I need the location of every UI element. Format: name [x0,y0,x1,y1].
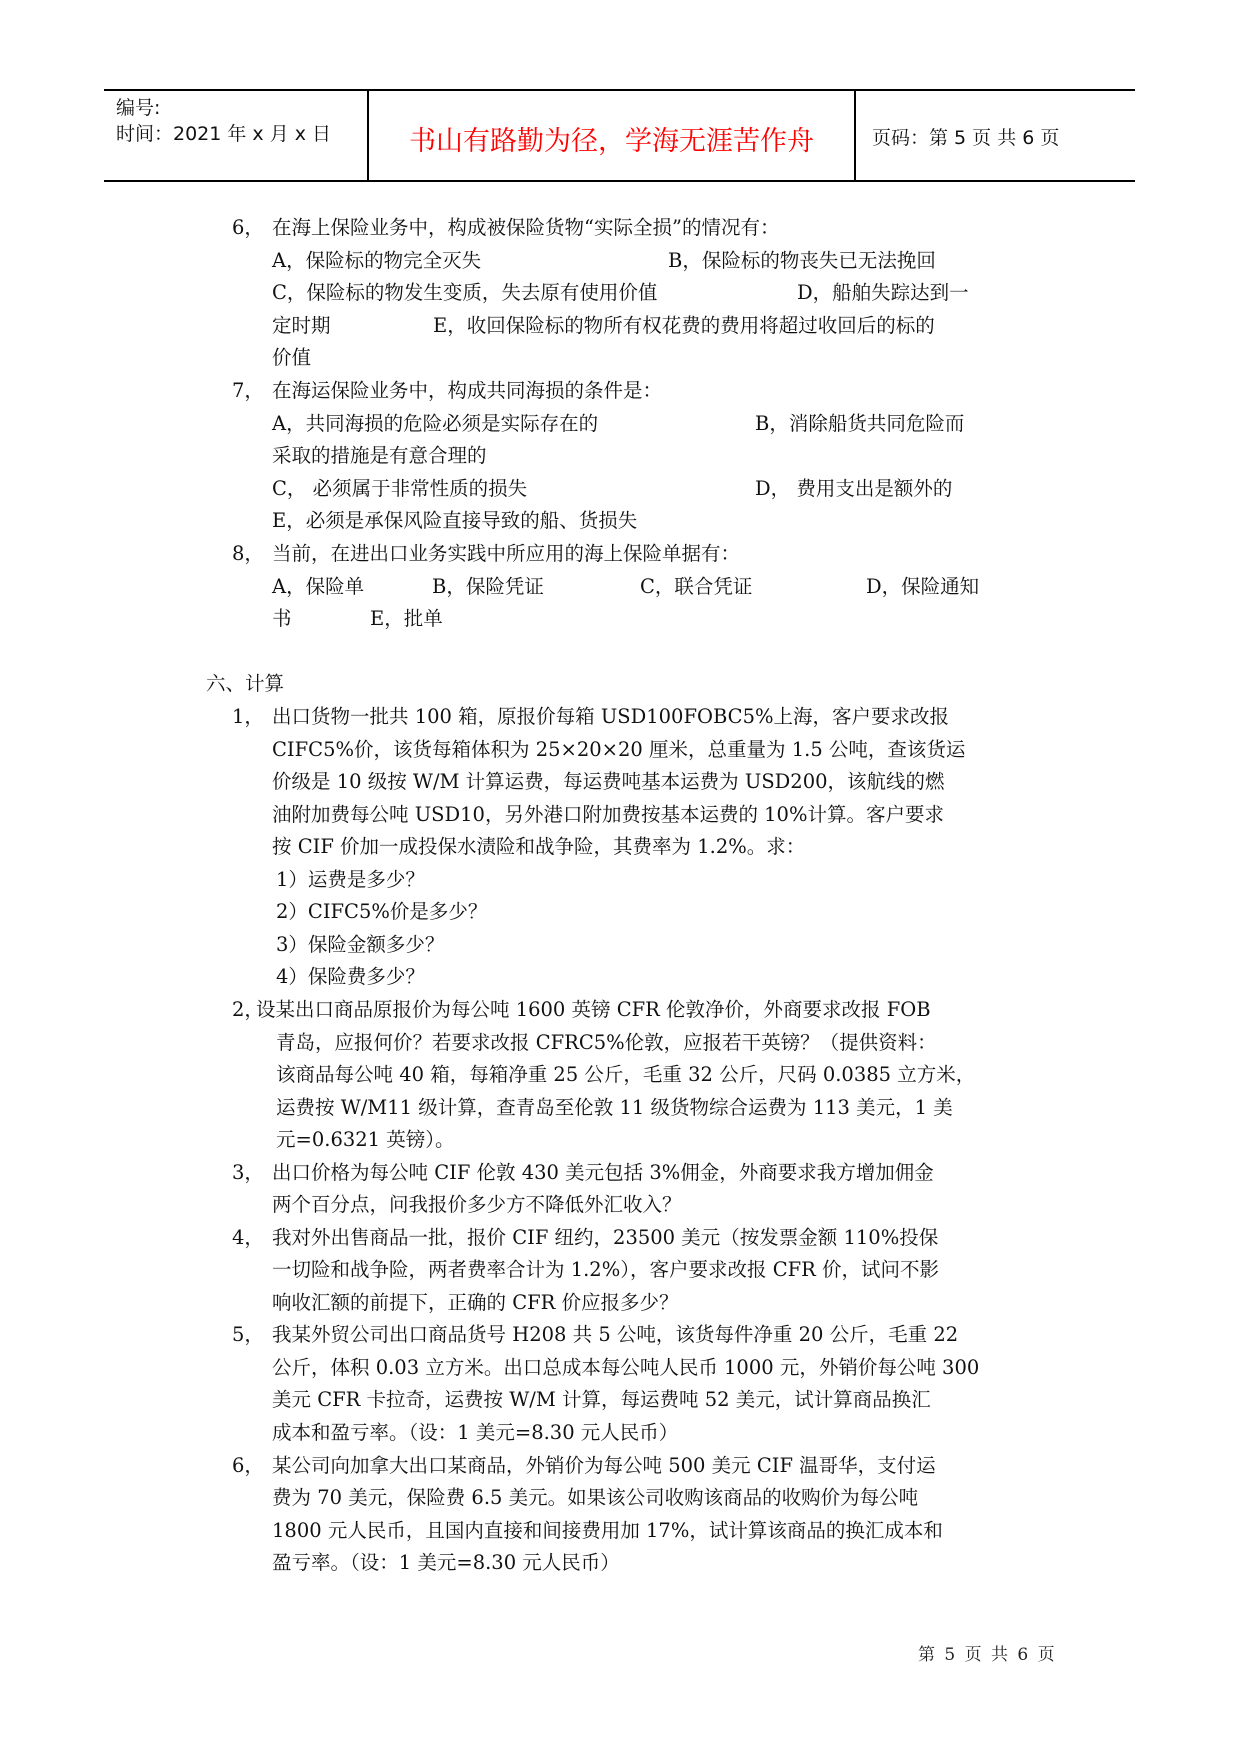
header-page-number: 页码：第 5 页 共 6 页 [872,127,1060,149]
question-number: 8， [232,542,264,565]
question-line: 两个百分点，问我报价多少方不降低外汇收入？ [272,1193,682,1216]
question-line: 公斤，体积 0.03 立方米。出口总成本每公吨人民币 1000 元，外销价每公吨 300 [272,1356,980,1379]
question-line: 该商品每公吨 40 箱，每箱净重 25 公斤，毛重 32 公斤，尺码 0.0385 立方米， [276,1063,976,1086]
option-d: D， 费用支出是额外的 [755,477,953,500]
option-b: B，保险标的物丧失已无法挽回 [668,249,936,272]
option-d-cont: 定时期 [272,314,331,337]
question-line: 元=0.6321 英镑）。 [276,1128,455,1151]
sub-question: 2）CIFC5%价是多少？ [276,900,488,923]
question-number: 1， [232,705,264,728]
question-line: 运费按 W/M11 级计算，查青岛至伦敦 11 级货物综合运费为 113 美元，1 美 [276,1096,953,1119]
question-line: 设某出口商品原报价为每公吨 1600 英镑 CFR 伦敦净价，外商要求改报 FOB [256,998,931,1021]
question-line: 盈亏率。（设：1 美元=8.30 元人民币） [272,1551,620,1574]
question-line: 一切险和战争险，两者费率合计为 1.2%），客户要求改报 CFR 价，试问不影 [272,1258,940,1281]
question-line: 费为 70 美元，保险费 6.5 美元。如果该公司收购该商品的收购价为每公吨 [272,1486,919,1509]
question-line: 成本和盈亏率。（设：1 美元=8.30 元人民币） [272,1421,679,1444]
question-stem: 在海上保险业务中，构成被保险货物“实际全损”的情况有： [272,216,780,239]
option-e: E，收回保险标的物所有权花费的费用将超过收回后的标的 [433,314,935,337]
sub-question: 3）保险金额多少？ [276,933,445,956]
question-number: 4， [232,1226,264,1249]
question-number: 5， [232,1323,264,1346]
question-line: 出口货物一批共 100 箱，原报价每箱 USD100FOBC5%上海，客户要求改报 [272,705,950,728]
question-number: 3， [232,1161,264,1184]
page-header [104,89,1135,182]
question-line: 按 CIF 价加一成投保水渍险和战争险，其费率为 1.2%。求： [272,835,806,858]
sub-question: 4）保险费多少？ [276,965,425,988]
question-line: 我某外贸公司出口商品货号 H208 共 5 公吨，该货每件净重 20 公斤，毛重 22 [272,1323,959,1346]
question-stem: 在海运保险业务中，构成共同海损的条件是： [272,379,663,402]
header-motto: 书山有路勤为径，学海无涯苦作舟 [409,126,814,157]
question-line: 青岛，应报何价？若要求改报 CFRC5%伦敦，应报若干英镑？（提供资料： [276,1031,937,1054]
question-line: 某公司向加拿大出口某商品，外销价为每公吨 500 美元 CIF 温哥华，支付运 [272,1454,936,1477]
question-number: 6， [232,1454,264,1477]
sub-question: 1）运费是多少？ [276,868,425,891]
option-b: B，保险凭证 [432,575,544,598]
question-line: 我对外出售商品一批，报价 CIF 纽约，23500 美元（按发票金额 110%投保 [272,1226,939,1249]
option-d: D，保险通知 [866,575,980,598]
option-b: B，消除船货共同危险而 [755,412,965,435]
header-meta [116,95,331,147]
option-d: D，船舶失踪达到一 [797,281,969,304]
question-line: 出口价格为每公吨 CIF 伦敦 430 美元包括 3%佣金，外商要求我方增加佣金 [272,1161,934,1184]
question-line: CIFC5%价，该货每箱体积为 25×20×20 厘米，总重量为 1.5 公吨，查该货运 [272,738,966,761]
option-d-cont: 书 [272,607,292,630]
question-line: 美元 CFR 卡拉奇，运费按 W/M 计算，每运费吨 52 美元，试计算商品换汇 [272,1388,931,1411]
question-line: 1800 元人民币，且国内直接和间接费用加 17%，试计算该商品的换汇成本和 [272,1519,943,1542]
option-c: C，联合凭证 [640,575,753,598]
option-c: C， 必须属于非常性质的损失 [272,477,528,500]
option-e: E，批单 [370,607,443,630]
question-number: 2， [232,998,264,1021]
question-number: 7， [232,379,264,402]
question-number: 6， [232,216,264,239]
page-footer: 第 5 页 共 6 页 [918,1645,1057,1665]
question-line: 油附加费每公吨 USD10，另外港口附加费按基本运费的 10%计算。客户要求 [272,803,944,826]
question-stem: 当前，在进出口业务实践中所应用的海上保险单据有： [272,542,741,565]
option-e: E，必须是承保风险直接导致的船、货损失 [272,509,638,532]
question-line: 响收汇额的前提下，正确的 CFR 价应报多少？ [272,1291,679,1314]
option-a: A，共同海损的危险必须是实际存在的 [272,412,599,435]
header-divider [854,91,856,180]
date-label: 时间：2021 年 x 月 x 日 [116,123,332,145]
option-c: C，保险标的物发生变质，失去原有使用价值 [272,281,658,304]
option-a: A，保险标的物完全灭失 [272,249,482,272]
option-a: A，保险单 [272,575,365,598]
option-b-cont: 采取的措施是有意合理的 [272,444,487,467]
question-line: 价级是 10 级按 W/M 计算运费，每运费吨基本运费为 USD200，该航线的燃 [272,770,945,793]
option-e-cont: 价值 [272,346,312,369]
serial-label: 编号: [116,97,161,119]
section-title: 六、计算 [206,672,285,695]
